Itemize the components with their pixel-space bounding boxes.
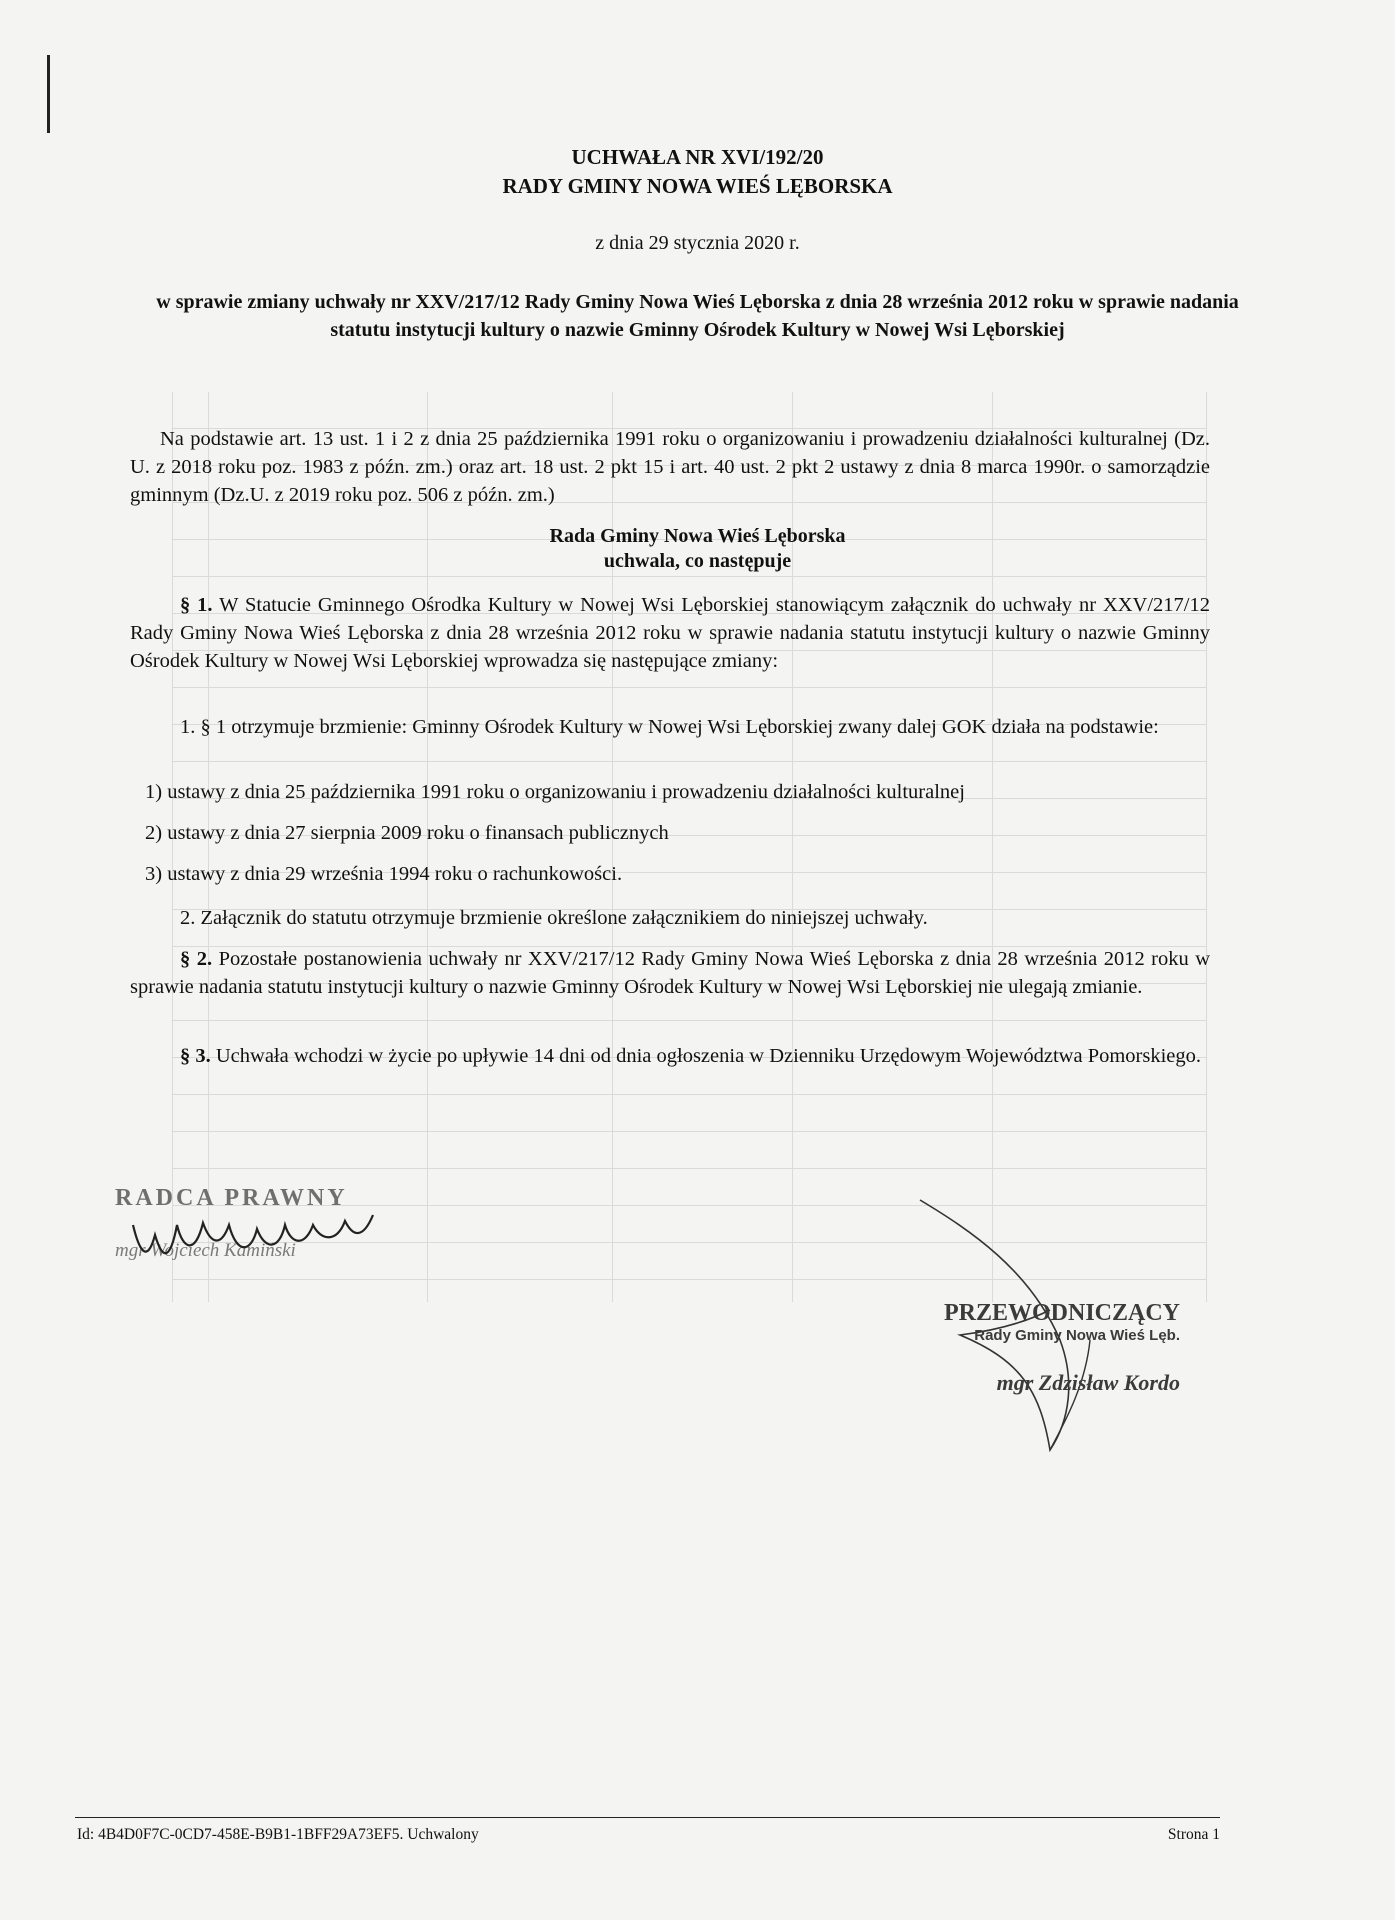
- section-3-text: Uchwała wchodzi w życie po upływie 14 dni od dnia ogłoszenia w Dzienniku Urzędowym Województwa Pomorskiego.: [215, 1045, 1202, 1067]
- chairman-title: PRZEWODNICZĄCY: [943, 1300, 1180, 1326]
- section-1-label: § 1.: [180, 594, 213, 616]
- section-1-text: W Statucie Gminnego Ośrodka Kultury w Nowej Wsi Lęborskiej stanowiącym załącznik do uchwały nr XXV/217/12 Rady Gminy Nowa Wieś Lęborska z dnia 28 września 2012 roku w sprawie nadania statutu instytucji kultury o nazwie Gminny Ośrodek Kultury w Nowej Wsi Lęborskiej wprowadza się następujące zmiany:: [130, 594, 1211, 672]
- chairman-stamp: [920, 1300, 1180, 1396]
- section-2-paragraph: [130, 945, 1210, 1001]
- section-3-paragraph: [130, 1042, 1210, 1070]
- chairman-council: Rady Gminy Nowa Wieś Lęb.: [974, 1327, 1180, 1344]
- chairman-name: mgr Zdzisław Kordo: [996, 1370, 1180, 1395]
- section-1-point-2: 2. Załącznik do statutu otrzymuje brzmienie określone załącznikiem do niniejszej uchwały.: [180, 907, 928, 929]
- legal-counsel-signature: [125, 1195, 385, 1275]
- margin-mark: [47, 55, 50, 133]
- council-resolves: uchwala, co następuje: [603, 550, 792, 572]
- list-item: 2) ustawy z dnia 27 sierpnia 2009 roku o finansach publicznych: [145, 822, 669, 844]
- council-name: RADY GMINY NOWA WIEŚ LĘBORSKA: [502, 174, 893, 198]
- footer-divider: [75, 1817, 1220, 1818]
- list-item: 1) ustawy z dnia 25 października 1991 roku o organizowaniu i prowadzeniu działalności kulturalnej: [145, 781, 965, 803]
- page-number: Strona 1: [1167, 1826, 1220, 1843]
- section-1-point-1: 1. § 1 otrzymuje brzmienie: Gminny Ośrodek Kultury w Nowej Wsi Lęborskiej zwany dalej GOK działa na podstawie:: [180, 716, 1159, 738]
- resolution-number: UCHWAŁA NR XVI/192/20: [571, 145, 824, 169]
- section-2-label: § 2.: [180, 948, 213, 970]
- section-1-paragraph: [130, 591, 1210, 675]
- legal-basis-paragraph: Na podstawie art. 13 ust. 1 i 2 z dnia 25 października 1991 roku o organizowaniu i prowadzeniu działalności kulturalnej (Dz. U. z 2018 roku poz. 1983 z późn. zm.) oraz art. 18 ust. 2 pkt 15 i art. 40 ust. 2 pkt 2 ustawy z dnia 8 marca 1990r. o samorządzie gminnym (Dz.U. z 2019 roku poz. 506 z późn. zm.): [130, 428, 1210, 506]
- resolution-subject: w sprawie zmiany uchwały nr XXV/217/12 Rady Gminy Nowa Wieś Lęborska z dnia 28 września 2012 roku w sprawie nadania statutu instytucji kultury o nazwie Gminny Ośrodek Kultury w Nowej Wsi Lęborskiej: [156, 291, 1239, 341]
- resolution-date: z dnia 29 stycznia 2020 r.: [595, 232, 800, 254]
- council-heading: Rada Gminy Nowa Wieś Lęborska: [549, 525, 846, 547]
- legal-counsel-title: RADCA PRAWNY: [115, 1185, 348, 1211]
- section-2-text: Pozostałe postanowienia uchwały nr XXV/217/12 Rady Gminy Nowa Wieś Lęborska z dnia 28 września 2012 roku w sprawie nadania statutu instytucji kultury o nazwie Gminny Ośrodek Kultury w Nowej Wsi Lęborskiej nie ulegają zmianie.: [130, 948, 1211, 998]
- document-id: Id: 4B4D0F7C-0CD7-458E-B9B1-1BFF29A73EF5. Uchwalony: [77, 1826, 479, 1843]
- list-item: 3) ustawy z dnia 29 września 1994 roku o rachunkowości.: [145, 863, 623, 885]
- legal-counsel-name: mgr Wojciech Kamiński: [115, 1240, 296, 1261]
- section-3-label: § 3.: [180, 1045, 211, 1067]
